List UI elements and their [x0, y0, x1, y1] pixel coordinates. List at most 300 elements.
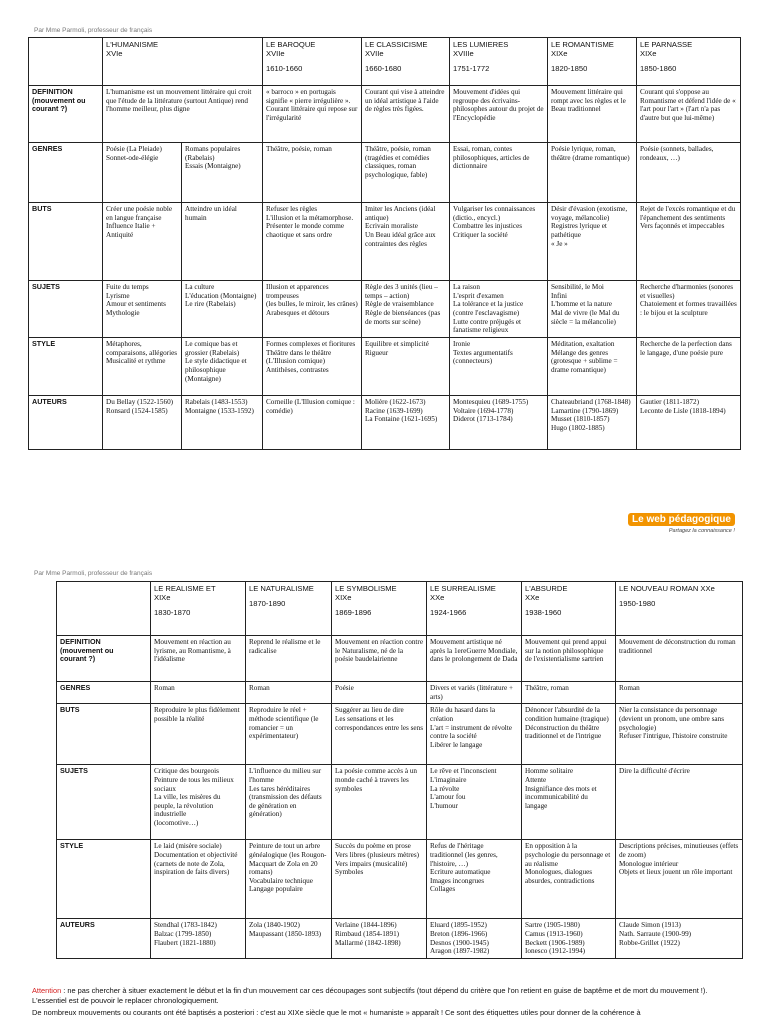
cell-sujets-line: Règle des 3 unités (lieu – temps – action): [365, 283, 438, 300]
movement-dates: 1924-1966: [430, 608, 467, 618]
cell-sujets-line: Amour et sentiments: [106, 300, 166, 309]
cell-genres-line: Poésie lyrique, roman, théâtre (drame romantique): [551, 145, 630, 162]
cell-auteurs-line: Ronsard (1524-1585): [106, 406, 168, 415]
cell-style-line: Mélange des genres (grotesque + sublime = drame romantique): [551, 348, 618, 374]
cell-sujets: [522, 765, 616, 840]
cell-auteurs: [362, 396, 450, 450]
movements-table-2: [56, 581, 743, 959]
cell-auteurs-line: Sartre (1905-1980): [525, 921, 580, 930]
cell-genres-line: Roman: [154, 684, 175, 692]
cell-buts-line: Combattre les injustices: [453, 222, 523, 231]
cell-buts: [522, 704, 616, 765]
movement-century: XVIIe: [266, 49, 285, 59]
cell-sujets-line: L'influence du milieu sur l'homme: [249, 767, 322, 784]
cell-buts-line: Influence Italie + Antiquité: [106, 222, 156, 239]
cell-style-line: Langage populaire: [249, 885, 303, 894]
movement-name: L'ABSURDE: [525, 584, 568, 593]
cell-definition: [450, 86, 548, 143]
cell-sujets-line: Sensibilité, le Moi: [551, 283, 604, 291]
movement-dates: 1660-1680: [365, 64, 402, 74]
cell-sujets-line: Insignifiance des mots et incommunicabilité du langage: [525, 784, 597, 810]
cell-sujets-line: Critique des bourgeois: [154, 767, 219, 776]
cell-definition-line: Mouvement de déconstruction du roman traditionnel: [619, 638, 736, 655]
cell-style-line: Symboles: [335, 868, 364, 877]
footnotes: [32, 986, 744, 1021]
author-credit: Par Mme Parmoli, professeur de français: [34, 27, 153, 34]
row-auteurs: [57, 919, 743, 959]
cell-sujets-line: Le rêve et l'inconscient: [430, 767, 497, 776]
row-label-line: (mouvement ou: [32, 95, 86, 105]
cell-buts-line: Refuser l'intrigue, l'histoire construite: [619, 732, 728, 741]
cell-buts-line: « Je »: [551, 239, 568, 248]
movement-dates: 1938-1960: [525, 608, 562, 618]
movement-dates: 1830-1870: [154, 608, 191, 618]
cell-buts-line: Refuser les règles: [266, 205, 318, 213]
cell-auteurs-line: Hugo (1802-1885): [551, 423, 605, 432]
cell-genres: [450, 143, 548, 203]
cell-auteurs-line: Chateaubriand (1768-1848): [551, 398, 631, 406]
cell-auteurs-line: Verlaine (1844-1896): [335, 921, 397, 930]
cell-genres: [246, 682, 332, 704]
cell-style: [103, 338, 182, 396]
movement-name: LES LUMIERES: [453, 40, 509, 49]
cell-auteurs-line: Montesquieu (1689-1755): [453, 398, 529, 406]
movement-header: [616, 582, 743, 636]
cell-genres: [151, 682, 246, 704]
movement-name: LE NATURALISME: [249, 584, 314, 593]
cell-auteurs: [616, 919, 743, 959]
cell-genres: [637, 143, 741, 203]
cell-auteurs-line: Eluard (1895-1952): [430, 921, 487, 930]
row-buts: [29, 203, 741, 281]
row-label-line: (mouvement ou: [60, 645, 114, 655]
row-label-line: DEFINITION: [60, 637, 101, 646]
cell-buts-line: Critiquer la société: [453, 230, 508, 239]
movement-header: [103, 38, 263, 86]
cell-style: [637, 338, 741, 396]
cell-genres: [362, 143, 450, 203]
movement-name: LE BAROQUE: [266, 40, 316, 49]
cell-genres-line: Théâtre, poésie, roman: [365, 145, 431, 153]
cell-sujets-line: La tolérance et la justice (contre l'esclavagisme): [453, 300, 524, 317]
cell-buts-line: Atteindre un idéal humain: [185, 205, 237, 222]
cell-sujets: [450, 281, 548, 338]
cell-style-line: Vers impairs (musicalité): [335, 859, 408, 868]
cell-definition-line: Courant qui vise à atteindre un idéal artistique à l'aide de règles très figées.: [365, 88, 445, 114]
cell-style: [182, 338, 263, 396]
cell-auteurs: [522, 919, 616, 959]
movement-dates: 1820-1850: [551, 64, 588, 74]
cell-buts-line: Nier la consistance du personnage (devient un pronom, une ombre sans psychologie): [619, 706, 724, 732]
cell-auteurs: [103, 396, 182, 450]
row-definition: [57, 636, 743, 682]
cell-genres-line: Roman: [249, 684, 270, 692]
row-label-auteurs: AUTEURS: [57, 919, 151, 959]
cell-definition-line: Mouvement en réaction au lyrisme, au Romantisme, à l'idéalisme: [154, 638, 231, 664]
cell-genres: [332, 682, 427, 704]
cell-genres: [263, 143, 362, 203]
row-label-auteurs: AUTEURS: [29, 396, 103, 450]
cell-buts-line: Un Beau idéal grâce aux contraintes des règles: [365, 230, 436, 248]
cell-buts-line: Créer une poésie noble en langue française: [106, 205, 173, 222]
movements-table-1: [28, 37, 741, 450]
cell-style-line: Ironie: [453, 340, 471, 348]
cell-buts: [332, 704, 427, 765]
movement-name: LE REALISME ET: [154, 584, 216, 593]
row-label-definition: [57, 636, 151, 682]
row-label-buts: BUTS: [29, 203, 103, 281]
movement-dates: 1869-1896: [335, 608, 372, 618]
cell-definition: [246, 636, 332, 682]
cell-definition-line: Mouvement en réaction contre le Naturalisme, né de la poésie baudelairienne: [335, 638, 424, 664]
movement-header: [151, 582, 246, 636]
cell-definition-line: L'humanisme est un mouvement littéraire qui croit que l'étude de la littérature (surtout Antique) rend l'homme meilleur, plus digne: [106, 88, 252, 114]
cell-style: [263, 338, 362, 396]
row-label-sujets: SUJETS: [57, 765, 151, 840]
cell-buts: [548, 203, 637, 281]
movement-name: LE CLASSICISME: [365, 40, 428, 49]
note-line-2: De nombreux mouvements ou courants ont été baptisés a posteriori : c'est au XIXe siècle que le mot « humaniste » apparaît ! Ce sont des étiquettes utiles pour donner de la cohérence à: [32, 1008, 641, 1018]
cell-buts: [637, 203, 741, 281]
cell-style-line: Images incongrues: [430, 876, 485, 885]
cell-genres-line: Essai, roman, contes philosophiques, articles de dictionnaire: [453, 145, 530, 171]
cell-buts-line: Désir d'évasion (exotisme, voyage, mélancolie): [551, 205, 628, 222]
header-row: [57, 582, 743, 636]
row-label-line: DEFINITION: [32, 87, 73, 96]
movement-century: XXe: [430, 593, 445, 603]
cell-sujets-line: Chatoiement et formes travaillées : le bijou et la sculpture: [640, 300, 737, 317]
web-pedagogique-logo[interactable]: [628, 509, 735, 534]
row-definition: [29, 86, 741, 143]
movement-century: XIXe: [640, 49, 657, 59]
cell-buts-line: Présenter le monde comme chaotique et sans ordre: [266, 222, 345, 239]
movement-name: LE PARNASSE: [640, 40, 693, 49]
author-credit-2: Par Mme Parmoli, professeur de français: [34, 570, 153, 577]
cell-auteurs-line: Mallarmé (1842-1898): [335, 938, 401, 947]
cell-sujets-line: L'homme et la nature: [551, 300, 612, 309]
movement-name: LE ROMANTISME: [551, 40, 614, 49]
cell-sujets-line: Fuite du temps: [106, 283, 149, 291]
cell-auteurs-line: Desnos (1900-1945): [430, 938, 489, 947]
cell-buts-line: Registres lyrique et pathétique: [551, 222, 607, 239]
cell-sujets: [637, 281, 741, 338]
cell-auteurs-line: Leconte de Lisle (1818-1894): [640, 406, 726, 415]
cell-style-line: Méditation, exaltation: [551, 340, 615, 348]
row-label-definition: [29, 86, 103, 143]
cell-buts: [151, 704, 246, 765]
cell-sujets-line: Mal de vivre (le Mal du siècle = la mélancolie): [551, 308, 620, 326]
row-style: [57, 840, 743, 919]
cell-style-line: Monologues, dialogues absurdes, contradictions: [525, 868, 595, 885]
cell-sujets-line: Recherche d'harmonies (sonores et visuelles): [640, 283, 734, 300]
cell-style: [151, 840, 246, 919]
cell-sujets-line: Règle de bienséances (pas de morts sur scène): [365, 308, 441, 326]
cell-auteurs: [332, 919, 427, 959]
warning-label: Attention: [32, 986, 62, 995]
cell-auteurs-line: Flaubert (1821-1880): [154, 938, 216, 947]
cell-genres-line: Poésie: [335, 684, 354, 692]
cell-sujets: [362, 281, 450, 338]
movement-header: [427, 582, 522, 636]
cell-sujets: [548, 281, 637, 338]
movement-name: L'HUMANISME: [106, 40, 159, 49]
cell-genres-line: Poésie (La Pleiade): [106, 145, 162, 153]
movement-header: [450, 38, 548, 86]
cell-sujets-line: Mythologie: [106, 308, 140, 317]
cell-auteurs-line: Gautier (1811-1872): [640, 398, 700, 406]
row-label-style: STYLE: [29, 338, 103, 396]
cell-style-line: Equilibre et simplicité: [365, 340, 429, 348]
row-label-buts: BUTS: [57, 704, 151, 765]
cell-style: [332, 840, 427, 919]
cell-definition-line: Mouvement d'idées qui regroupe des écrivains-philosophes autour du projet de l'Encyclopédie: [453, 88, 544, 122]
cell-sujets-line: L'éducation (Montaigne): [185, 291, 257, 300]
cell-style-line: Vocabulaire technique: [249, 876, 313, 885]
cell-style-line: Le comique bas et grossier (Rabelais): [185, 340, 240, 357]
cell-sujets-line: La révolte: [430, 784, 460, 793]
movement-header: [548, 38, 637, 86]
cell-definition: [103, 86, 263, 143]
cell-buts-line: L'illusion et la métamorphose.: [266, 213, 354, 222]
cell-genres-line: Théâtre, poésie, roman: [266, 145, 332, 153]
movement-century: XXe: [525, 593, 540, 603]
cell-sujets: [151, 765, 246, 840]
cell-auteurs: [182, 396, 263, 450]
movement-century: XIXe: [551, 49, 568, 59]
row-sujets: [29, 281, 741, 338]
cell-definition: [263, 86, 362, 143]
cell-sujets-line: (les bulles, le miroir, les crânes): [266, 300, 358, 309]
cell-buts-line: Reproduire le plus fidèlement possible la réalité: [154, 706, 240, 723]
cell-auteurs-line: Stendhal (1783-1842): [154, 921, 217, 930]
cell-auteurs-line: Racine (1639-1699): [365, 406, 423, 415]
cell-sujets: [103, 281, 182, 338]
cell-style-line: Peinture de tout un arbre généalogique (les Rougon-Macquart de Zola en 20 romans): [249, 842, 327, 877]
cell-style-line: Textes argumentatifs (connecteurs): [453, 348, 513, 366]
cell-buts-line: Dénoncer l'absurdité de la condition humaine (tragique): [525, 706, 609, 723]
movement-dates: 1610-1660: [266, 64, 303, 74]
cell-sujets-line: Illusion et apparences trompeuses: [266, 283, 329, 300]
cell-genres-line: Roman: [619, 684, 640, 692]
cell-definition-line: Mouvement qui prend appui sur la notion philosophique de l'existentialisme sartrien: [525, 638, 607, 664]
cell-buts: [246, 704, 332, 765]
movement-dates: 1950-1980: [619, 599, 656, 609]
cell-genres: [616, 682, 743, 704]
row-genres: [57, 682, 743, 704]
movement-header: [246, 582, 332, 636]
cell-style-line: Vers libres (plusieurs mètres): [335, 850, 420, 859]
cell-buts-line: L'art = instrument de révolte contre la société: [430, 723, 512, 741]
cell-buts: [450, 203, 548, 281]
cell-sujets: [332, 765, 427, 840]
cell-sujets-line: Arabesques et détours: [266, 308, 330, 317]
cell-sujets-line: La culture: [185, 283, 215, 291]
cell-genres: [427, 682, 522, 704]
cell-buts: [427, 704, 522, 765]
movement-header: [332, 582, 427, 636]
cell-genres-line: Théâtre, roman: [525, 684, 569, 692]
cell-genres-line: (tragédies et comédies classiques, roman psychologique, fable): [365, 153, 430, 179]
cell-genres: [103, 143, 182, 203]
cell-buts: [616, 704, 743, 765]
cell-auteurs-line: Rabelais (1483-1553): [185, 398, 248, 406]
movement-dates: 1751-1772: [453, 64, 490, 74]
cell-buts: [362, 203, 450, 281]
cell-style-line: Le style didactique et philosophique (Montaigne): [185, 357, 247, 383]
cell-definition-line: Mouvement littéraire qui rompt avec les règles et le Beau traditionnel: [551, 88, 626, 114]
cell-auteurs-line: Montaigne (1533-1592): [185, 406, 254, 415]
cell-auteurs-line: Corneille (L'Illusion comique : comédie): [266, 398, 355, 415]
cell-style: [616, 840, 743, 919]
cell-genres: [548, 143, 637, 203]
cell-buts-line: Libérer le langage: [430, 740, 483, 749]
cell-auteurs-line: Diderot (1713-1784): [453, 415, 513, 424]
cell-sujets-line: Les tares héréditaires (transmission des défauts de génération en génération): [249, 784, 322, 819]
cell-sujets-line: Le rire (Rabelais): [185, 300, 236, 309]
cell-style-line: Antithèses, contrastes: [266, 365, 329, 374]
movement-dates: 1870-1890: [249, 599, 286, 609]
cell-buts: [103, 203, 182, 281]
row-label-sujets: SUJETS: [29, 281, 103, 338]
movement-century: XVIe: [106, 49, 123, 59]
cell-buts-line: Les sensations et les correspondances entre les sens: [335, 714, 424, 732]
cell-auteurs: [263, 396, 362, 450]
cell-auteurs-line: Voltaire (1694-1778): [453, 406, 514, 415]
cell-buts: [263, 203, 362, 281]
cell-buts-line: Rôle du hasard dans la création: [430, 706, 496, 723]
row-label-line: courant ?): [60, 654, 96, 664]
cell-style-line: Objets et lieux jouent un rôle important: [619, 868, 733, 877]
cell-genres-line: Romans populaires (Rabelais): [185, 145, 241, 162]
cell-sujets-line: Lyrisme: [106, 291, 130, 300]
cell-sujets-line: L'amour fou: [430, 793, 466, 802]
cell-auteurs-line: Molière (1622-1673): [365, 398, 426, 406]
movement-header: [362, 38, 450, 86]
cell-definition: [362, 86, 450, 143]
cell-definition: [616, 636, 743, 682]
cell-genres: [182, 143, 263, 203]
cell-auteurs-line: Lamartine (1790-1869): [551, 406, 619, 415]
movement-century: XVIIe: [365, 49, 384, 59]
cell-sujets-line: La poésie comme accès à un monde caché à travers les symboles: [335, 767, 418, 793]
cell-buts-line: Rejet de l'excès romantique et du l'épanchement des sentiments: [640, 205, 736, 222]
cell-style-line: Ecriture automatique: [430, 868, 491, 877]
cell-auteurs: [548, 396, 637, 450]
cell-buts-line: Vulgariser les connaissances (dictio., encycl.): [453, 205, 536, 222]
cell-buts-line: Déconstruction du théâtre traditionnel et de l'intrigue: [525, 723, 602, 741]
logo-title: Le web pédagogique: [628, 513, 735, 526]
header-corner: [57, 582, 151, 636]
movement-header: [637, 38, 741, 86]
cell-sujets-line: Lutte contre préjugés et fanatisme religieux: [453, 317, 522, 335]
cell-definition: [637, 86, 741, 143]
cell-definition: [151, 636, 246, 682]
cell-auteurs-line: Camus (1913-1960): [525, 929, 583, 938]
cell-style-line: Théâtre dans le théâtre (L'Illusion comique): [266, 348, 332, 366]
cell-definition-line: Reprend le réalisme et le radicalise: [249, 638, 321, 655]
cell-sujets: [616, 765, 743, 840]
cell-style-line: Métaphores, comparaisons, allégories: [106, 340, 178, 357]
movement-header: [522, 582, 616, 636]
logo-tagline: Partagez la connaissance !: [668, 528, 735, 534]
cell-auteurs-line: Rimbaud (1854-1891): [335, 929, 400, 938]
cell-style-line: Documentation et objectivité (carnets de note de Zola, inspiration de faits divers): [154, 850, 238, 877]
cell-sujets-line: L'imaginaire: [430, 775, 467, 784]
movement-name: LE SYMBOLISME: [335, 584, 397, 593]
cell-style-line: Le laid (misère sociale): [154, 842, 222, 851]
movement-header: [263, 38, 362, 86]
cell-auteurs: [450, 396, 548, 450]
cell-auteurs-line: Maupassant (1850-1893): [249, 929, 322, 938]
cell-sujets-line: La ville, les misères du peuple, la révolution industrielle: [154, 793, 221, 819]
cell-buts-line: Reproduire le réel + méthode scientifique (le romancier = un expérimentateur): [249, 706, 319, 741]
header-corner: [29, 38, 103, 86]
cell-sujets: [263, 281, 362, 338]
cell-style-line: Collages: [430, 885, 456, 894]
row-auteurs: [29, 396, 741, 450]
cell-sujets: [427, 765, 522, 840]
cell-sujets: [182, 281, 263, 338]
cell-auteurs: [151, 919, 246, 959]
cell-sujets: [246, 765, 332, 840]
cell-style: [246, 840, 332, 919]
cell-style-line: Monologue intérieur: [619, 859, 679, 868]
cell-sujets-line: Dire la difficulté d'écrire: [619, 767, 690, 776]
cell-style-line: Rigueur: [365, 348, 389, 357]
cell-genres-line: Divers et variés (littérature + arts): [430, 684, 514, 701]
cell-auteurs-line: Robbe-Grillet (1922): [619, 938, 680, 947]
cell-auteurs-line: Zola (1840-1902): [249, 921, 300, 930]
row-sujets: [57, 765, 743, 840]
cell-buts: [182, 203, 263, 281]
cell-sujets-line: Attente: [525, 775, 547, 784]
cell-style: [362, 338, 450, 396]
cell-auteurs-line: La Fontaine (1621-1695): [365, 415, 438, 424]
row-label-line: courant ?): [32, 104, 68, 114]
cell-definition: [332, 636, 427, 682]
cell-definition: [427, 636, 522, 682]
cell-style-line: Musicalité et rythme: [106, 357, 166, 366]
cell-buts-line: Ecrivain moraliste: [365, 222, 418, 231]
cell-auteurs: [427, 919, 522, 959]
cell-auteurs: [637, 396, 741, 450]
cell-sujets-line: Infini: [551, 291, 567, 300]
cell-definition-line: « barroco » en portugais signifie « pierre irrégulière ». Courant littéraire qui repose sur l'irrégularité: [266, 88, 358, 122]
cell-auteurs-line: Aragon (1897-1982): [430, 947, 490, 956]
movement-century: XVIIIe: [453, 49, 474, 59]
cell-definition: [522, 636, 616, 682]
cell-sujets-line: L'esprit d'examen: [453, 291, 504, 300]
cell-auteurs-line: Musset (1810-1857): [551, 415, 610, 424]
cell-style: [522, 840, 616, 919]
cell-style-line: Formes complexes et fioritures: [266, 340, 356, 348]
cell-style-line: Recherche de la perfection dans le langage, d'une poésie pure: [640, 340, 732, 357]
cell-definition-line: Mouvement artistique né après la 1ereGuerre Mondiale, dans le prolongement de Dada: [430, 638, 518, 664]
cell-style-line: Succès du poème en prose: [335, 842, 411, 851]
cell-style: [427, 840, 522, 919]
row-buts: [57, 704, 743, 765]
cell-auteurs-line: Ionesco (1912-1994): [525, 947, 586, 956]
row-genres: [29, 143, 741, 203]
cell-sujets-line: L'humour: [430, 801, 459, 810]
cell-auteurs-line: Du Bellay (1522-1560): [106, 398, 174, 406]
movement-century: XIXe: [335, 593, 352, 603]
cell-auteurs-line: Beckett (1906-1989): [525, 938, 585, 947]
cell-style-line: En opposition à la psychologie du personnage et au réalisme: [525, 842, 611, 868]
movement-name: LE NOUVEAU ROMAN XXe: [619, 584, 715, 593]
cell-definition-line: Courant qui s'oppose au Romantisme et défend l'idée de « l'art pour l'art » (l'art n'a pas d'autre but que lui-même): [640, 88, 736, 122]
cell-sujets-line: La raison: [453, 283, 480, 291]
